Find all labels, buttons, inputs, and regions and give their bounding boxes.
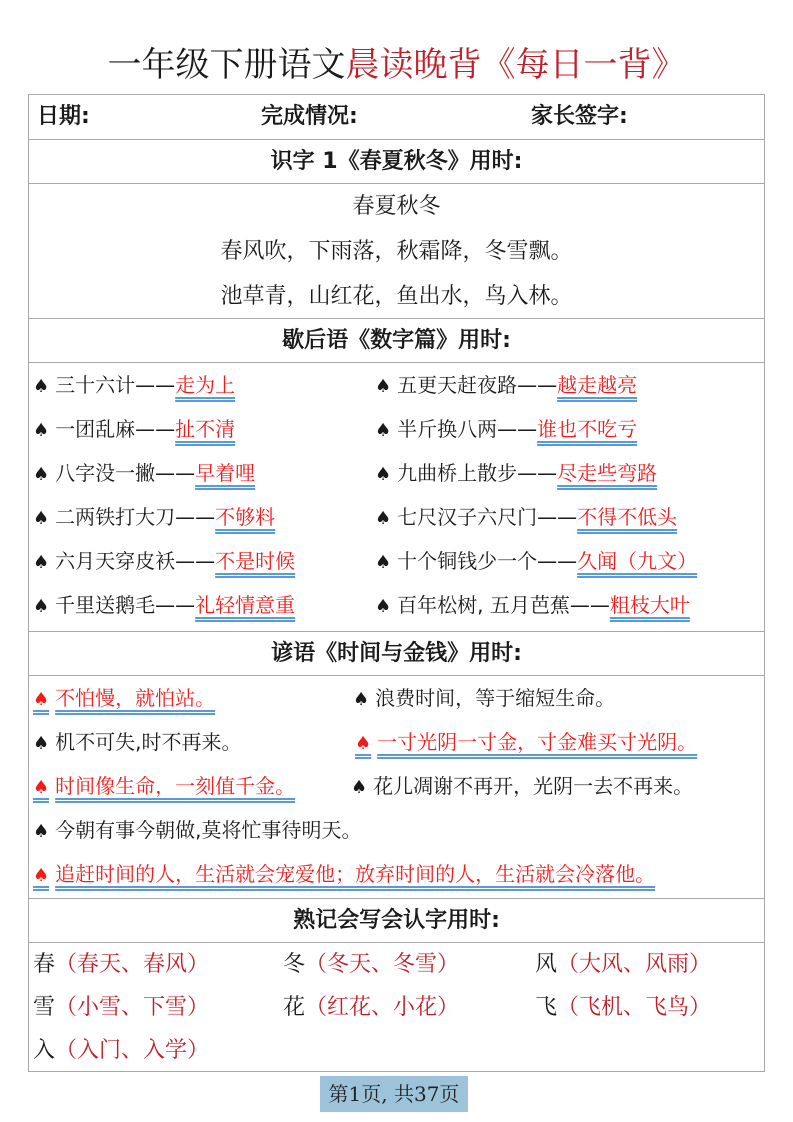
- proverb-item: ♠ 花儿凋谢不再开，光阴一去不再来。: [351, 774, 694, 798]
- proverb-item: ♠ 今朝有事今朝做,莫将忙事待明天。: [33, 818, 362, 842]
- answer: 走为上: [175, 373, 236, 397]
- spade-icon: ♠: [375, 508, 392, 529]
- section-header-xiehouyu: 歇后语《数字篇》用时:: [282, 328, 511, 353]
- spade-icon: ♠: [375, 464, 392, 485]
- character-item: 入（入门、入学）: [33, 1038, 210, 1063]
- spade-icon: ♠: [33, 596, 50, 617]
- character-item: 雪（小雪、下雪）: [33, 995, 210, 1020]
- proverb-item: ♠ 一寸光阴一寸金，寸金难买寸光阴。: [355, 730, 698, 754]
- spade-icon: ♠: [375, 420, 392, 441]
- spade-icon: ♠: [355, 733, 372, 754]
- spade-icon: ♠: [375, 596, 392, 617]
- completion-label: 完成情况:: [261, 104, 358, 129]
- list-item: ♠ 五更天赶夜路——越走越亮: [375, 373, 638, 397]
- spade-icon: ♠: [33, 777, 50, 798]
- list-item: ♠ 百年松树, 五月芭蕉——粗枝大叶: [375, 593, 690, 617]
- list-item: ♠ 十个铜钱少一个——久闻（九文）: [375, 549, 698, 573]
- spade-icon: ♠: [33, 508, 50, 529]
- spade-icon: ♠: [33, 552, 50, 573]
- list-item: ♠ 八字没一撇——早着哩: [33, 461, 256, 485]
- answer: 早着哩: [195, 461, 256, 485]
- character-item: 春（春天、春风）: [33, 952, 210, 977]
- page-title: [0, 40, 793, 90]
- title-red: 晨读晚背《每日一背》: [345, 45, 686, 85]
- proverb-item: ♠ 浪费时间，等于缩短生命。: [353, 686, 616, 710]
- spade-icon: ♠: [351, 777, 368, 798]
- xiehouyu-list: [29, 363, 764, 631]
- spade-icon: ♠: [33, 376, 50, 397]
- list-item: ♠ 半斤换八两——谁也不吃亏: [375, 417, 638, 441]
- answer: 不是时候: [215, 549, 296, 573]
- date-label: 日期:: [37, 104, 90, 129]
- spade-icon: ♠: [353, 689, 370, 710]
- answer: 礼轻情意重: [195, 593, 296, 617]
- proverbs-list: [29, 676, 764, 898]
- answer: 谁也不吃亏: [537, 417, 638, 441]
- spade-icon: ♠: [33, 865, 50, 886]
- list-item: ♠ 七尺汉子六尺门——不得不低头: [375, 505, 678, 529]
- section-header-characters: 熟记会写会认字用时:: [293, 908, 500, 933]
- proverb-item: ♠ 时间像生命，一刻值千金。: [33, 774, 296, 798]
- proverb-item: ♠ 不怕慢，就怕站。: [33, 686, 216, 710]
- poem-block: [29, 184, 764, 318]
- answer: 不得不低头: [577, 505, 678, 529]
- proverb-item: ♠ 机不可失,时不再来。: [33, 730, 242, 754]
- answer: 粗枝大叶: [609, 593, 690, 617]
- title-black: 一年级下册语文: [107, 45, 346, 85]
- spade-icon: ♠: [375, 552, 392, 573]
- spade-icon: ♠: [375, 376, 392, 397]
- list-item: ♠ 二两铁打大刀——不够料: [33, 505, 276, 529]
- list-item: ♠ 一团乱麻——扯不清: [33, 417, 236, 441]
- answer: 不够料: [215, 505, 276, 529]
- character-item: 风（大风、风雨）: [535, 952, 712, 977]
- character-item: 冬（冬天、冬雪）: [283, 952, 460, 977]
- character-item: 花（红花、小花）: [283, 995, 460, 1020]
- list-item: ♠ 三十六计——走为上: [33, 373, 236, 397]
- section-header-literacy: 识字 1《春夏秋冬》用时:: [270, 149, 523, 174]
- list-item: ♠ 九曲桥上散步——尽走些弯路: [375, 461, 658, 485]
- answer: 扯不清: [175, 417, 236, 441]
- section-header-proverbs: 谚语《时间与金钱》用时:: [271, 641, 522, 666]
- page-indicator: 第1页, 共37页: [320, 1076, 468, 1112]
- spade-icon: ♠: [33, 821, 50, 842]
- answer: 尽走些弯路: [557, 461, 658, 485]
- proverb-item: ♠ 追赶时间的人，生活就会宠爱他；放弃时间的人，生活就会冷落他。: [33, 862, 656, 886]
- worksheet-table: [28, 94, 765, 1072]
- characters-list: [29, 943, 764, 1073]
- poem-title: 春夏秋冬: [352, 194, 441, 219]
- info-row: [29, 95, 764, 139]
- spade-icon: ♠: [33, 733, 50, 754]
- spade-icon: ♠: [33, 689, 50, 710]
- poem-line: 春风吹，下雨落，秋霜降，冬雪飘。: [220, 239, 573, 264]
- answer: 越走越亮: [557, 373, 638, 397]
- answer: 久闻（九文）: [577, 549, 698, 573]
- spade-icon: ♠: [33, 420, 50, 441]
- spade-icon: ♠: [33, 464, 50, 485]
- character-item: 飞（飞机、飞鸟）: [535, 995, 712, 1020]
- poem-line: 池草青，山红花，鱼出水，鸟入林。: [220, 284, 573, 309]
- list-item: ♠ 千里送鹅毛——礼轻情意重: [33, 593, 296, 617]
- list-item: ♠ 六月天穿皮袄——不是时候: [33, 549, 296, 573]
- parent-signature-label: 家长签字:: [531, 104, 628, 129]
